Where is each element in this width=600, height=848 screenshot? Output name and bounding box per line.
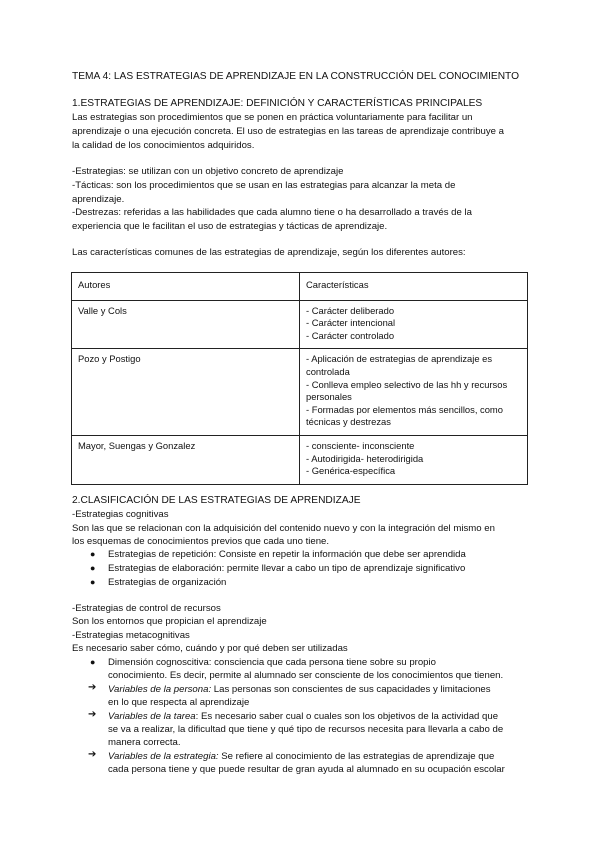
arrow-item: [108, 683, 491, 696]
arrow-right-icon: ➔: [88, 709, 97, 720]
arrow-item: [108, 710, 498, 723]
arrow-item-continued: cada persona tiene y que puede resultar de gran ayuda al alumnado en su ocupación escolar: [108, 764, 505, 775]
document-title: TEMA 4: LAS ESTRATEGIAS DE APRENDIZAJE EN LA CONSTRUCCIÓN DEL CONOCIMIENTO: [72, 71, 520, 82]
intro-line: aprendizaje o una ejecución concreta. El uso de estrategias en las tareas de aprendizaje contribuye a: [72, 126, 504, 137]
table-cell-author: Pozo y Postigo: [72, 349, 300, 436]
table-row: [72, 435, 528, 484]
feature-line: técnicas y destrezas: [306, 416, 391, 428]
body-line: Son las que se relacionan con la adquisición del contenido nuevo y con la integración del mismo en: [72, 523, 495, 534]
table-cell-author: Valle y Cols: [72, 300, 300, 349]
table-cell-features: [300, 300, 528, 349]
arrow-item-text: Las personas son conscientes de sus capacidades y limitaciones: [211, 684, 491, 695]
feature-line: - consciente- inconsciente: [306, 439, 415, 451]
bullet-icon: ●: [90, 549, 96, 559]
subsection-label: -Estrategias cognitivas: [72, 509, 169, 520]
body-line: los esquemas de conocimientos previos que cada uno tiene.: [72, 536, 330, 547]
subsection-label: -Estrategias metacognitivas: [72, 630, 190, 641]
arrow-item: [108, 750, 494, 763]
intro-line: Las estrategias son procedimientos que se ponen en práctica voluntariamente para facilitar un: [72, 112, 473, 123]
feature-line: - Conlleva empleo selectivo de las hh y recursos: [306, 378, 508, 390]
feature-line: - Carácter controlado: [306, 329, 395, 341]
feature-line: - Carácter deliberado: [306, 304, 395, 316]
table-header-row: [72, 273, 528, 301]
definition-line: -Destrezas: referidas a las habilidades que cada alumno tiene o ha desarrollado a través de la: [72, 207, 472, 218]
table-row: [72, 300, 528, 349]
bullet-icon: ●: [90, 657, 96, 667]
subsection-label: -Estrategias de control de recursos: [72, 603, 221, 614]
arrow-item-continued: se va a realizar, la dificultad que tiene y qué tipo de recursos necesita para llevarla a cabo de: [108, 724, 504, 735]
feature-line: - Autodirigida- heterodirigida: [306, 452, 424, 464]
feature-line: - Aplicación de estrategias de aprendizaje es: [306, 353, 493, 365]
bullet-item: Estrategias de elaboración: permite llevar a cabo un tipo de aprendizaje significativo: [108, 563, 466, 574]
table-cell-features: [300, 349, 528, 436]
table-row: [72, 349, 528, 436]
table-cell-features: [300, 435, 528, 484]
arrow-item-label: Variables de la tarea: [108, 711, 196, 722]
definition-line: experiencia que le facilitan el uso de estrategias y tácticas de aprendizaje.: [72, 221, 388, 232]
bullet-icon: ●: [90, 563, 96, 573]
arrow-item-continued: manera correcta.: [108, 737, 181, 748]
arrow-right-icon: ➔: [88, 749, 97, 760]
table-intro: Las características comunes de las estrategias de aprendizaje, según los diferentes autores:: [72, 247, 466, 258]
body-line: Son los entornos que propician el aprendizaje: [72, 616, 267, 627]
feature-line: - Formadas por elementos más sencillos, como: [306, 403, 503, 415]
arrow-item-label: Variables de la estrategia:: [108, 751, 219, 762]
bullet-item: Estrategias de repetición: Consiste en repetir la información que debe ser aprendida: [108, 549, 466, 560]
bullet-item: Estrategias de organización: [108, 577, 227, 588]
table-cell-author: Mayor, Suengas y Gonzalez: [72, 435, 300, 484]
definition-line: -Tácticas: son los procedimientos que se usan en las estrategias para alcanzar la meta de: [72, 180, 456, 191]
intro-line: la calidad de los conocimientos adquiridos.: [72, 140, 255, 151]
table-header-cell: Características: [300, 273, 528, 301]
definition-line: aprendizaje.: [72, 194, 125, 205]
table-header-cell: Autores: [72, 273, 300, 301]
arrow-item-text: : Es necesario saber cual o cuales son los objetivos de la actividad que: [195, 711, 499, 722]
feature-line: - Genérica-específica: [306, 465, 396, 477]
section-1-heading: 1.ESTRATEGIAS DE APRENDIZAJE: DEFINICIÓN Y CARACTERÍSTICAS PRINCIPALES: [72, 98, 483, 109]
bullet-item-continued: conocimiento. Es decir, permite al alumnado ser consciente de los conocimientos que tienen.: [108, 670, 504, 681]
authors-table: [71, 272, 528, 485]
feature-line: personales: [306, 391, 352, 403]
feature-line: - Carácter intencional: [306, 317, 396, 329]
feature-line: controlada: [306, 365, 350, 377]
arrow-item-label: Variables de la persona:: [108, 684, 212, 695]
bullet-item: Dimensión cognoscitiva: consciencia que cada persona tiene sobre su propio: [108, 657, 436, 668]
arrow-item-text: Se refiere al conocimiento de las estrategias de aprendizaje que: [218, 751, 495, 762]
bullet-icon: ●: [90, 577, 96, 587]
arrow-right-icon: ➔: [88, 682, 97, 693]
arrow-item-continued: en lo que respecta al aprendizaje: [108, 697, 250, 708]
body-line: Es necesario saber cómo, cuándo y por qué deben ser utilizadas: [72, 643, 348, 654]
section-2-heading: 2.CLASIFICACIÓN DE LAS ESTRATEGIAS DE APRENDIZAJE: [72, 495, 361, 506]
definition-line: -Estrategias: se utilizan con un objetivo concreto de aprendizaje: [72, 166, 344, 177]
